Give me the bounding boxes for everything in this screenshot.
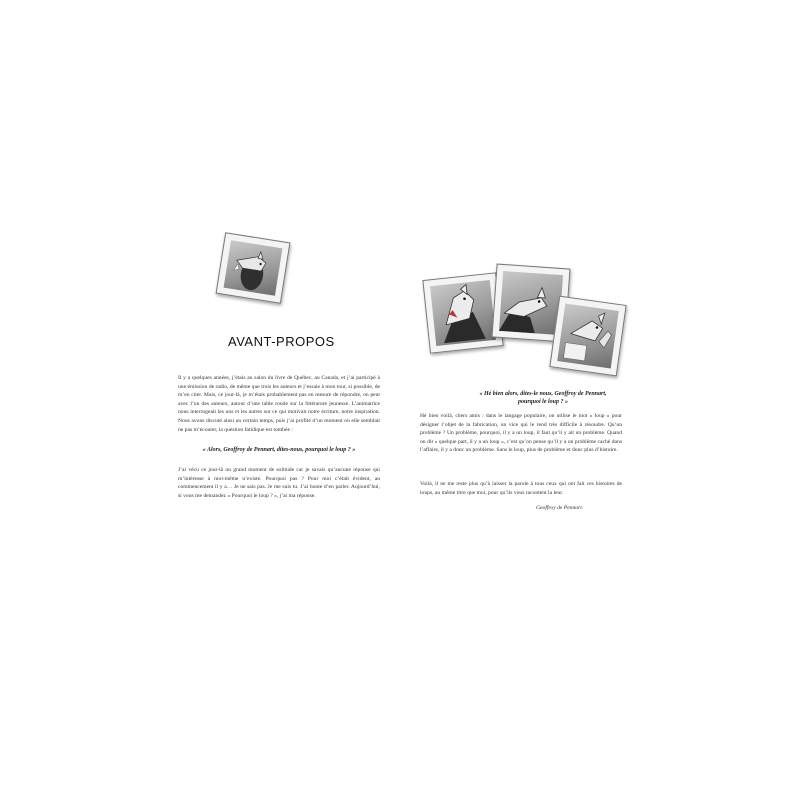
closing-paragraph: Voilà, il ne me reste plus qu’à laisser la parole à tous ceux qui ont fait ces histoires de loups, au même titre que moi, pour qu’ils vous racontent la leur.	[420, 481, 622, 496]
page-title: AVANT-PROPOS	[228, 334, 335, 349]
response-paragraph: Hé bien voilà, chers amis : dans le langage populaire, on utilise le mot « loup » pour désigner l’objet de la fabrication, un vice qui le rend très difficile à résoudre. Qu’un problème ? Un problème, pourquoi, il y a un loup, il faut qu’il y ait un problème. Quand on dit « quelque part, il y a un loup », c’est qu’on pense qu’il y a un problème caché dans l’affaire, il y a donc un problème. Sans le loup, plus de problème et donc plus d’histoire.	[420, 413, 622, 454]
intro-paragraph: Il y a quelques années, j’étais au salon du livre de Québec, au Canada, et j’ai participé à une émission de radio, de même que trois les auteurs et j’essaie à mon tour, si possible, de m’en citer. Mais, ce jour-là, je m’étais probablement pas en mesure de répondre, on peut avec l’un des auteurs, autour d’une table ronde sur la littérature jeunesse. L’animatrice nous interrogeait les uns et les autres sur ce qui motivait notre écriture, notre inspiration. Nous avons discuté ainsi un certain temps, puis j’ai profité d’un moment où elle semblait ne pas m’écouter, la question fatidique est tombée :	[178, 375, 380, 433]
author-signature: Geoffroy de Pennart.	[536, 505, 584, 511]
right-page	[400, 0, 800, 800]
answer-paragraph: J’ai vécu ce jour-là un grand moment de solitude car je savais qu’aucune réponse qui m’intéresse à moi-même n’existe. Pourquoi pas ? Pour moi c’était évident, au commencement il y a… Je ne sais pas. Je me suis tu. J’ai honte d’en parler. Aujourd’hui, si vous me demandez « Pourquoi le loup ? », j’ai ma réponse.	[178, 467, 380, 499]
wolf-photo-icon	[216, 232, 291, 304]
wolf-photo-icon	[422, 272, 503, 353]
question-quote: « Alors, Geoffroy de Pennart, dites-nous, pourquoi le loup ? »	[202, 447, 356, 453]
right-question-quote: « Hé bien alors, dites-le nous, Geoffroy de Pennart, pourquoi le loup ? »	[479, 391, 607, 405]
wolf-photo-icon	[549, 296, 626, 377]
